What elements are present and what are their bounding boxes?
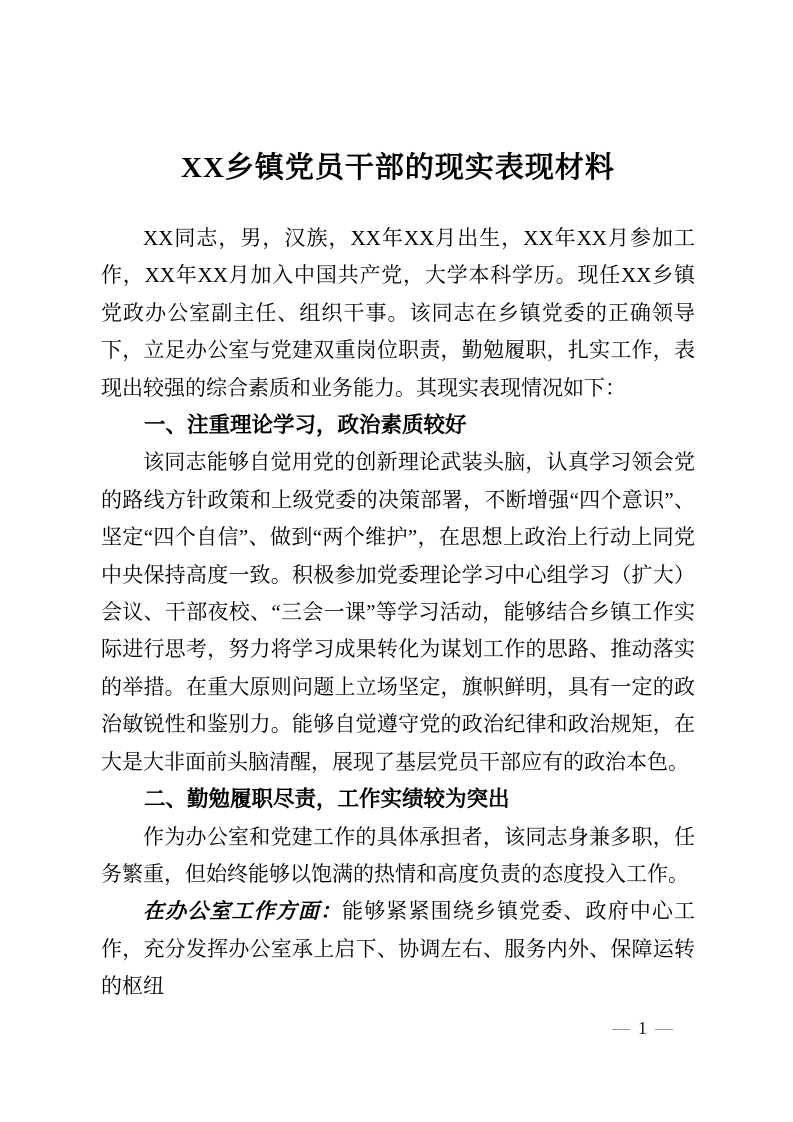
document-title: XX乡镇党员干部的现实表现材料 bbox=[181, 152, 615, 184]
document-content bbox=[101, 146, 695, 1006]
paragraph-lead-body: 能够紧紧围绕乡镇党委、政府中心工作，充分发挥办公室承上启下、协调左右、服务内外、保障运转的枢纽 bbox=[101, 899, 695, 999]
section-1-paragraph: 该同志能够自觉用党的创新理论武装头脑，认真学习领会党的路线方针政策和上级党委的决策部署，不断增强“四个意识”、坚定“四个自信”、做到“两个维护”，在思想上政治上行动上同党中央保持高度一致。积极参加党委理论学习中心组学习（扩大）会议、干部夜校、“三会一课”等学习活动，能够结合乡镇工作实际进行思考，努力将学习成果转化为谋划工作的思路、推动落实的举措。在重大原则问题上立场坚定，旗帜鲜明，具有一定的政治敏锐性和鉴别力。能够自觉遵守党的政治纪律和政治规矩，在大是大非面前头脑清醒，展现了基层党员干部应有的政治本色。 bbox=[101, 450, 695, 774]
section-1-heading: 一、注重理论学习，政治素质较好 bbox=[144, 413, 467, 438]
section-2-paragraph-1: 作为办公室和党建工作的具体承担者，该同志身兼多职，任务繁重，但始终能够以饱满的热情和高度负责的态度投入工作。 bbox=[101, 824, 695, 886]
intro-paragraph: XX同志，男，汉族，XX年XX月出生，XX年XX月参加工作，XX年XX月加入中国共产党，大学本科学历。现任XX乡镇党政办公室副主任、组织干事。该同志在乡镇党委的正确领导下，立足办公室与党建双重岗位职责，勤勉履职，扎实工作，表现出较强的综合素质和业务能力。其现实表现情况如下： bbox=[101, 226, 695, 400]
page-number-footer bbox=[612, 1016, 675, 1040]
section-2-paragraph-2 bbox=[101, 893, 695, 1005]
section-2-heading: 二、勤勉履职尽责，工作实绩较为突出 bbox=[144, 787, 510, 812]
footer-dash-left: — bbox=[612, 1018, 632, 1038]
paragraph-lead-in: 在办公室工作方面： bbox=[143, 899, 343, 924]
footer-dash-right: — bbox=[655, 1018, 675, 1038]
footer-page-number: 1 bbox=[638, 1018, 649, 1038]
